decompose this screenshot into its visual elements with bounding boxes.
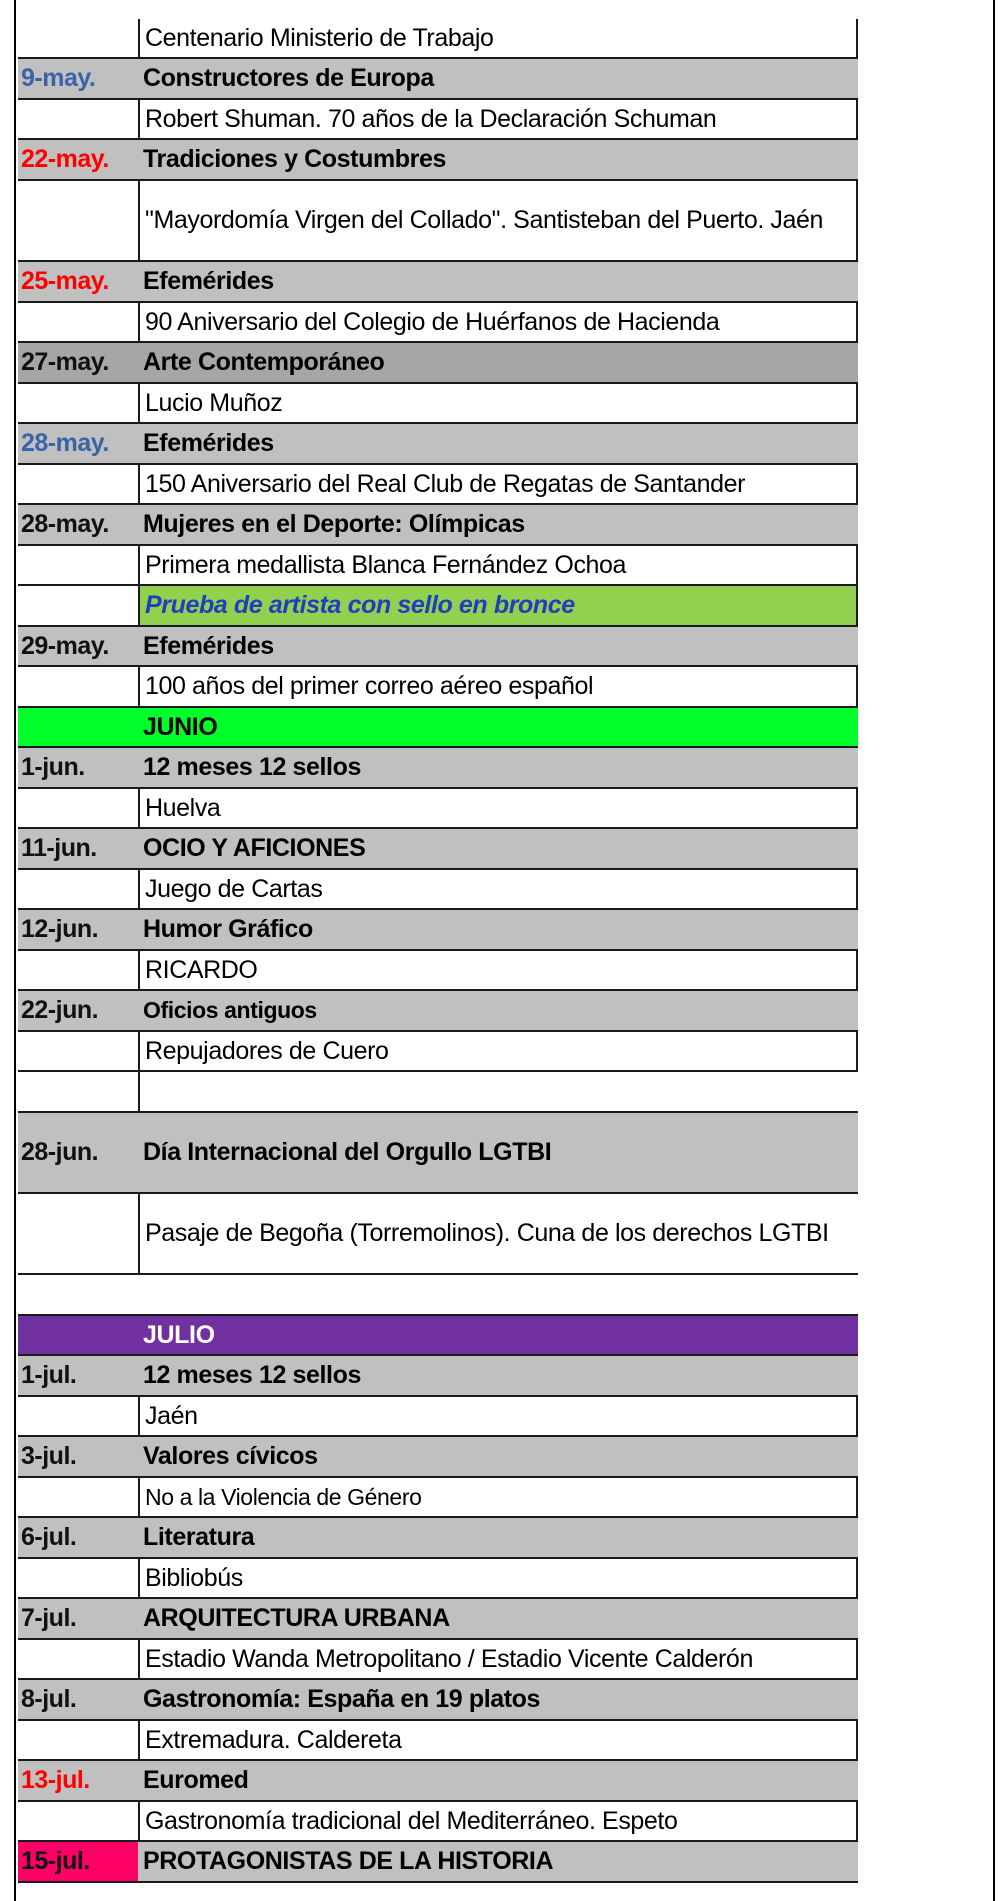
issue-description-row bbox=[18, 1559, 858, 1599]
issue-description: Huelva bbox=[138, 789, 858, 827]
issue-description: Robert Shuman. 70 años de la Declaración Schuman bbox=[138, 100, 858, 138]
issue-date: 9-may. bbox=[18, 59, 138, 98]
issue-date bbox=[18, 1194, 138, 1273]
issue-description-row bbox=[18, 1640, 858, 1680]
issue-description-row bbox=[18, 951, 858, 991]
issue-date bbox=[18, 303, 138, 341]
issue-series-title: Humor Gráfico bbox=[138, 910, 858, 949]
issue-description: Bibliobús bbox=[138, 1559, 858, 1597]
issue-description-row bbox=[18, 19, 858, 59]
issue-header-row bbox=[18, 1761, 858, 1802]
issue-description-row bbox=[18, 303, 858, 343]
issue-date bbox=[18, 1316, 138, 1354]
issue-series-title: Efemérides bbox=[138, 627, 858, 665]
month-header-row bbox=[18, 1316, 858, 1356]
issue-header-row bbox=[18, 1113, 858, 1194]
issue-series-title bbox=[138, 1072, 858, 1111]
month-label: JULIO bbox=[138, 1316, 858, 1354]
issue-date: 25-may. bbox=[18, 262, 138, 301]
issue-date: 27-may. bbox=[18, 343, 138, 382]
issue-header-row bbox=[18, 59, 858, 100]
issue-date bbox=[18, 100, 138, 138]
issue-header-row bbox=[18, 1437, 858, 1478]
issue-series-title: Constructores de Europa bbox=[138, 59, 858, 98]
issue-series-title: Oficios antiguos bbox=[138, 991, 858, 1030]
issue-date bbox=[18, 870, 138, 908]
issue-description: RICARDO bbox=[138, 951, 858, 989]
issue-description-row bbox=[18, 789, 858, 829]
issue-date bbox=[18, 384, 138, 422]
issue-date bbox=[18, 789, 138, 827]
issue-description: Jaén bbox=[138, 1397, 858, 1435]
issue-date: 13-jul. bbox=[18, 1761, 138, 1800]
issue-date: 12-jun. bbox=[18, 910, 138, 949]
issue-series-title: Euromed bbox=[138, 1761, 858, 1800]
issue-header-row bbox=[18, 829, 858, 870]
issue-date bbox=[18, 1397, 138, 1435]
issue-series-title: OCIO Y AFICIONES bbox=[138, 829, 858, 868]
issue-date bbox=[18, 1032, 138, 1070]
issue-date bbox=[18, 465, 138, 503]
issue-description: Juego de Cartas bbox=[138, 870, 858, 908]
issue-description-row bbox=[18, 181, 858, 262]
issue-date: 28-jun. bbox=[18, 1113, 138, 1192]
issue-date: 29-may. bbox=[18, 627, 138, 665]
issue-header-row bbox=[18, 1842, 858, 1883]
issue-series-title bbox=[138, 1275, 858, 1314]
issue-description-row bbox=[18, 1194, 858, 1275]
issue-description: Centenario Ministerio de Trabajo bbox=[138, 19, 858, 57]
issue-series-title: Tradiciones y Costumbres bbox=[138, 140, 858, 179]
issue-series-title: Valores cívicos bbox=[138, 1437, 858, 1476]
issue-description-row bbox=[18, 100, 858, 140]
issue-date bbox=[18, 667, 138, 706]
issue-date: 3-jul. bbox=[18, 1437, 138, 1476]
issue-header-row bbox=[18, 991, 858, 1032]
issue-description: Primera medallista Blanca Fernández Ochoa bbox=[138, 546, 858, 584]
issue-header-row bbox=[18, 748, 858, 789]
issue-date bbox=[18, 1640, 138, 1678]
issue-description-row bbox=[18, 1478, 858, 1518]
issue-header-row bbox=[18, 1518, 858, 1559]
issue-description-row bbox=[18, 546, 858, 586]
issue-series-title: Efemérides bbox=[138, 424, 858, 463]
issue-date bbox=[18, 1559, 138, 1597]
month-label: JUNIO bbox=[138, 708, 858, 746]
issue-header-row bbox=[18, 1599, 858, 1640]
month-header-row bbox=[18, 708, 858, 748]
right-border-line bbox=[993, 0, 995, 1901]
issue-header-row bbox=[18, 343, 858, 384]
issue-series-title: 12 meses 12 sellos bbox=[138, 748, 858, 787]
issue-header-row bbox=[18, 1680, 858, 1721]
issue-date bbox=[18, 708, 138, 746]
issue-header-row bbox=[18, 910, 858, 951]
issue-description-row bbox=[18, 1721, 858, 1761]
blank-row bbox=[18, 1072, 858, 1113]
issue-description: 100 años del primer correo aéreo español bbox=[138, 667, 858, 706]
issue-header-row bbox=[18, 627, 858, 667]
issue-series-title: Día Internacional del Orgullo LGTBI bbox=[138, 1113, 858, 1192]
issue-header-row bbox=[18, 505, 858, 546]
issue-description: Lucio Muñoz bbox=[138, 384, 858, 422]
issue-description: 150 Aniversario del Real Club de Regatas de Santander bbox=[138, 465, 858, 503]
issue-date: 1-jul. bbox=[18, 1356, 138, 1395]
issue-description: Extremadura. Caldereta bbox=[138, 1721, 858, 1759]
issue-description: Repujadores de Cuero bbox=[138, 1032, 858, 1070]
issue-date: 6-jul. bbox=[18, 1518, 138, 1557]
issue-date bbox=[18, 1721, 138, 1759]
issue-series-title: Gastronomía: España en 19 platos bbox=[138, 1680, 858, 1719]
issue-date bbox=[18, 1802, 138, 1840]
issue-description: 90 Aniversario del Colegio de Huérfanos de Hacienda bbox=[138, 303, 858, 341]
spacer-row bbox=[18, 1275, 858, 1316]
issue-header-row bbox=[18, 140, 858, 181]
issue-date: 1-jun. bbox=[18, 748, 138, 787]
issue-series-title: Prueba de artista con sello en bronce bbox=[138, 586, 858, 625]
issue-date bbox=[18, 19, 138, 57]
issue-description: No a la Violencia de Género bbox=[138, 1478, 858, 1516]
issue-date: 22-jun. bbox=[18, 991, 138, 1030]
issue-header-row bbox=[18, 1356, 858, 1397]
issue-date: 7-jul. bbox=[18, 1599, 138, 1638]
issue-date bbox=[18, 1072, 138, 1111]
issue-description: Estadio Wanda Metropolitano / Estadio Vicente Calderón bbox=[138, 1640, 858, 1678]
issue-series-title: 12 meses 12 sellos bbox=[138, 1356, 858, 1395]
issue-date: 22-may. bbox=[18, 140, 138, 179]
issue-description-row bbox=[18, 1802, 858, 1842]
issue-description-row bbox=[18, 667, 858, 708]
issue-date bbox=[18, 546, 138, 584]
issue-date: 8-jul. bbox=[18, 1680, 138, 1719]
issue-series-title: Mujeres en el Deporte: Olímpicas bbox=[138, 505, 858, 544]
issue-series-title: ARQUITECTURA URBANA bbox=[138, 1599, 858, 1638]
issue-series-title: Arte Contemporáneo bbox=[138, 343, 858, 382]
issue-date: 28-may. bbox=[18, 505, 138, 544]
issue-series-title: Efemérides bbox=[138, 262, 858, 301]
issue-date bbox=[18, 181, 138, 260]
issue-description-row bbox=[18, 384, 858, 424]
issue-description-row bbox=[18, 465, 858, 505]
issue-date bbox=[18, 586, 138, 625]
issue-date: 11-jun. bbox=[18, 829, 138, 868]
issue-description: "Mayordomía Virgen del Collado". Santisteban del Puerto. Jaén bbox=[138, 181, 858, 260]
issue-description-row bbox=[18, 870, 858, 910]
issue-description: Pasaje de Begoña (Torremolinos). Cuna de los derechos LGTBI bbox=[138, 1194, 858, 1273]
issue-description-row bbox=[18, 1032, 858, 1072]
issue-header-row bbox=[18, 262, 858, 303]
green-row bbox=[18, 586, 858, 627]
issue-series-title: PROTAGONISTAS DE LA HISTORIA bbox=[138, 1842, 858, 1881]
left-border-line bbox=[14, 0, 16, 1901]
issue-date: 28-may. bbox=[18, 424, 138, 463]
issue-date bbox=[18, 1478, 138, 1516]
issue-header-row bbox=[18, 424, 858, 465]
issue-date bbox=[18, 951, 138, 989]
issue-description-row bbox=[18, 1397, 858, 1437]
issue-date bbox=[18, 1275, 138, 1314]
issue-series-title: Literatura bbox=[138, 1518, 858, 1557]
stamp-schedule-table bbox=[18, 19, 858, 1883]
issue-date: 15-jul. bbox=[18, 1842, 138, 1881]
issue-description: Gastronomía tradicional del Mediterráneo. Espeto bbox=[138, 1802, 858, 1840]
